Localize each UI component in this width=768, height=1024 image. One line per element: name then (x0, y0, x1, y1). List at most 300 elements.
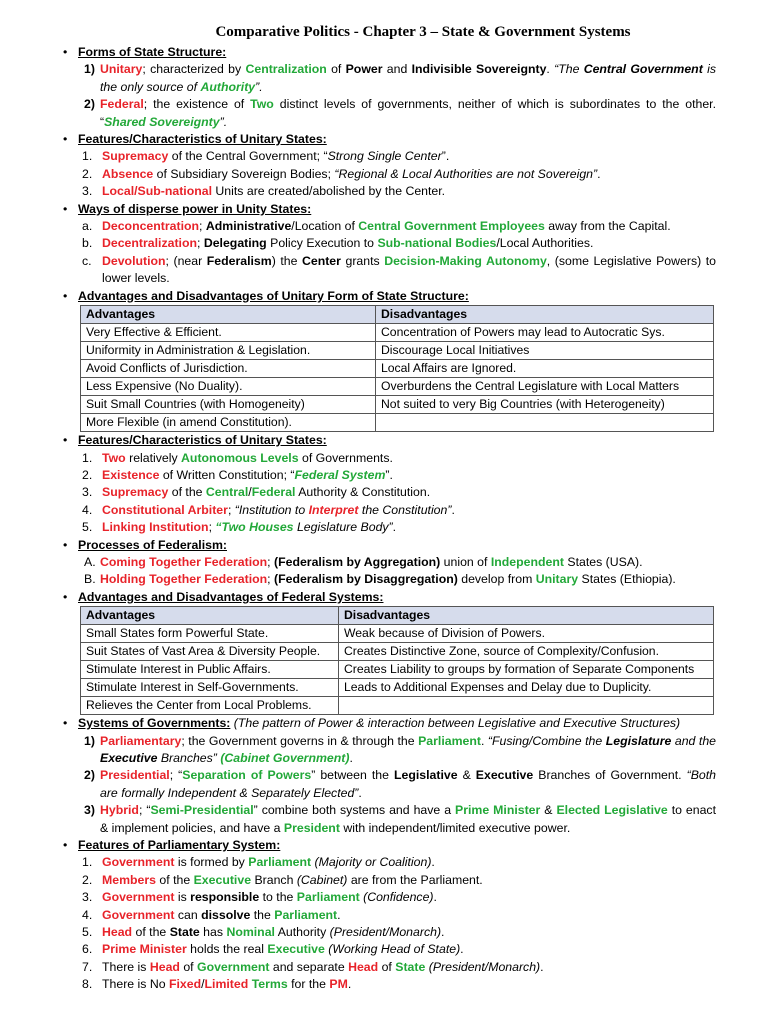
text-run: There is No (102, 977, 169, 992)
text-run: Head (348, 959, 379, 974)
section-federal-advantages (60, 589, 716, 606)
item-number: B. (84, 572, 96, 587)
list-item (60, 467, 716, 484)
federal-advantages-table (80, 606, 714, 715)
text-run: ”. (385, 467, 393, 482)
text-run: relatively (125, 450, 182, 465)
text-run: ; (267, 554, 274, 569)
text-run: Parliament (296, 890, 360, 905)
text-run: has (199, 925, 227, 940)
bullet-icon: • (63, 288, 68, 303)
text-run: Government (102, 890, 175, 905)
list-item (60, 554, 716, 571)
text-run: union of (440, 554, 491, 569)
section-subtitle: (The pattern of Power & interaction between Legislative and Executive Structures) (230, 716, 681, 731)
table-header-cell: Disadvantages (376, 306, 714, 324)
text-run: responsible (190, 890, 260, 905)
item-list (60, 450, 716, 537)
text-run: & (540, 803, 557, 818)
item-list (60, 554, 716, 589)
unitary-advantages-table (80, 305, 714, 432)
table-row (81, 625, 714, 643)
item-number: 2. (82, 166, 93, 181)
table-row (81, 697, 714, 715)
text-run: (Majority or Coalition) (311, 855, 432, 870)
text-run: Interpret (308, 502, 359, 517)
text-run: Government (197, 959, 270, 974)
list-item (60, 802, 716, 837)
text-run: . (337, 907, 341, 922)
item-list (60, 854, 716, 993)
text-run: (Confidence) (359, 890, 434, 905)
text-run: Existence (102, 467, 160, 482)
text-run: Federalism (206, 253, 272, 268)
text-run: Separation of Powers (182, 768, 312, 783)
item-number: a. (82, 219, 93, 234)
item-number: 8. (82, 977, 93, 992)
text-run: Federal (251, 485, 296, 500)
text-run: of (179, 959, 198, 974)
list-item (60, 889, 716, 906)
text-run: , (some Legislative Powers) to lower levels. (102, 253, 716, 286)
section-disperse-power (60, 201, 716, 218)
text-run: & (457, 768, 476, 783)
text-run: Strong Single Center (327, 149, 442, 164)
section-heading: Systems of Governments: (78, 716, 231, 731)
table-cell: Leads to Additional Expenses and Delay due to Duplicity. (339, 679, 714, 697)
text-run: ) the (271, 253, 302, 268)
section-unitary-features (60, 131, 716, 148)
text-run: Central Government (583, 62, 703, 77)
text-run: Supremacy (102, 485, 169, 500)
item-list (60, 61, 716, 131)
section-heading: Ways of disperse power in Unity States: (78, 201, 312, 216)
table-cell: Suit States of Vast Area & Diversity People. (81, 643, 339, 661)
text-run: of (378, 959, 396, 974)
text-run: ; (267, 572, 274, 587)
text-run: Unitary (535, 572, 579, 587)
item-number: 3. (82, 890, 93, 905)
text-run: Semi-Presidential (150, 803, 254, 818)
text-run: the Constitution” (358, 502, 452, 517)
text-run: Local/Sub-national (102, 184, 212, 199)
text-run: grants (340, 253, 385, 268)
page-title: Comparative Politics - Chapter 3 – State & Government Systems (215, 24, 631, 40)
text-run: Executive (267, 942, 325, 957)
item-number: 4. (82, 907, 93, 922)
list-item (60, 96, 716, 131)
item-number: 2. (82, 467, 93, 482)
text-run: Administrative (205, 219, 292, 234)
text-run: “The (554, 62, 584, 77)
text-run: Authority (274, 925, 330, 940)
item-number: 3) (84, 803, 95, 818)
text-run: Limited (204, 977, 249, 992)
text-run: “Institution to (234, 502, 309, 517)
text-run: . (480, 733, 488, 748)
text-run: Supremacy (102, 149, 169, 164)
text-run: ; (196, 236, 204, 251)
text-run: Two (250, 97, 274, 112)
text-run: . (460, 942, 464, 957)
bullet-icon: • (63, 716, 68, 731)
section-heading: Processes of Federalism: (78, 537, 227, 552)
list-item (60, 733, 716, 768)
item-list (60, 733, 716, 837)
text-run: can (174, 907, 202, 922)
text-run: distinct levels of governments, neither of which is subordinates to the other. “ (100, 97, 716, 129)
section-processes-federalism (60, 537, 716, 554)
text-run: (Federalism by Disaggregation) (274, 572, 458, 587)
text-run: Nominal (226, 925, 275, 940)
text-run: . (431, 855, 435, 870)
text-run: States (USA). (563, 554, 643, 569)
item-number: 7. (82, 959, 93, 974)
text-run: Members (102, 872, 156, 887)
item-number: 4. (82, 502, 93, 517)
text-run: ” combine both systems and have a (253, 803, 456, 818)
table-cell (339, 697, 714, 715)
text-run: /Local Authorities. (496, 236, 594, 251)
text-run: Authority & Constitution. (295, 485, 431, 500)
item-number: 1. (82, 149, 93, 164)
item-number: 2. (82, 872, 93, 887)
text-run: “Regional & Local Authorities are not Sovereign” (334, 166, 598, 181)
table-header-row (81, 607, 714, 625)
table-cell: Stimulate Interest in Self-Governments. (81, 679, 339, 697)
table-row (81, 414, 714, 432)
list-item (60, 941, 716, 958)
text-run: ” between the (311, 768, 394, 783)
text-run: Prime Minister (102, 942, 187, 957)
table-cell: Relieves the Center from Local Problems. (81, 697, 339, 715)
list-item (60, 872, 716, 889)
text-run: ; the Government governs in & through the (181, 733, 419, 748)
table-row (81, 679, 714, 697)
text-run: and the (671, 733, 716, 748)
table-header-cell: Advantages (81, 607, 339, 625)
text-run: the (250, 907, 275, 922)
text-run: (President/Monarch) (425, 959, 541, 974)
text-run: is the only source of (100, 62, 716, 94)
text-run: and (382, 62, 412, 77)
text-run: ; (near (165, 253, 207, 268)
table-cell: More Flexible (in amend Constitution). (81, 414, 376, 432)
table-header-row (81, 306, 714, 324)
text-run: Centralization (245, 62, 327, 77)
text-run: of the Central Government; “ (168, 149, 328, 164)
text-run: . (546, 62, 555, 77)
text-run: ; “ (138, 803, 151, 818)
text-run: ; characterized by (142, 62, 246, 77)
text-run: Parliament (248, 855, 312, 870)
text-run: for the (287, 977, 330, 992)
text-run: Independent (490, 554, 564, 569)
table-row (81, 324, 714, 342)
text-run: President (283, 820, 340, 835)
text-run: Linking Institution (102, 520, 209, 535)
list-item (60, 519, 716, 536)
bullet-icon: • (63, 537, 68, 552)
text-run: (Cabinet Government) (220, 750, 350, 765)
bullet-icon: • (63, 589, 68, 604)
text-run: Center (301, 253, 341, 268)
list-item (60, 235, 716, 252)
text-run: Federal (100, 97, 144, 112)
table-cell: Small States form Powerful State. (81, 625, 339, 643)
text-run: with independent/limited executive power. (339, 820, 571, 835)
table-cell (376, 414, 714, 432)
table-row (81, 360, 714, 378)
item-number: 2) (84, 97, 95, 112)
text-run: / (248, 485, 252, 500)
item-number: 3. (82, 485, 93, 500)
text-run: (Federalism by Aggregation) (274, 554, 441, 569)
list-item (60, 484, 716, 501)
table-cell: Not suited to very Big Countries (with Heterogeneity) (376, 396, 714, 414)
list-item (60, 253, 716, 288)
bullet-icon: • (63, 132, 68, 147)
text-run: Branches” (157, 750, 221, 765)
list-item (60, 959, 716, 976)
item-number: A. (84, 554, 96, 569)
item-number: 1. (82, 450, 93, 465)
text-run: to enact & implement policies, and have a (100, 803, 716, 835)
item-number: c. (82, 253, 92, 268)
list-item (60, 854, 716, 871)
text-run: Autonomous Levels (181, 450, 299, 465)
text-run: dissolve (201, 907, 251, 922)
list-item (60, 183, 716, 200)
list-item (60, 450, 716, 467)
section-heading: Advantages and Disadvantages of Federal Systems: (78, 589, 384, 604)
text-run: Fixed (168, 977, 202, 992)
text-run: Executive (193, 872, 252, 887)
list-item (60, 218, 716, 235)
text-run: PM (329, 977, 348, 992)
text-run: ; (199, 219, 206, 234)
table-cell: Creates Liability to groups by formation of Separate Components (339, 661, 714, 679)
text-run: and separate (269, 959, 349, 974)
text-run: Government (102, 907, 175, 922)
item-number: b. (82, 236, 93, 251)
text-run: State (395, 959, 426, 974)
section-systems-of-government (60, 715, 716, 732)
item-number: 1. (82, 855, 93, 870)
text-run: is (174, 890, 191, 905)
text-run: Coming Together Federation (100, 554, 268, 569)
text-run: (Cabinet) (296, 872, 348, 887)
text-run: Terms (251, 977, 288, 992)
list-item (60, 502, 716, 519)
table-row (81, 643, 714, 661)
table-row (81, 378, 714, 396)
text-run: Hybrid (100, 803, 139, 818)
text-run: Executive (100, 750, 158, 765)
table-header-cell: Disadvantages (339, 607, 714, 625)
text-run: . (358, 785, 362, 800)
section-heading: Advantages and Disadvantages of Unitary Form of State Structure: (78, 288, 469, 303)
text-run: Presidential (100, 768, 170, 783)
text-run: . (392, 520, 397, 535)
item-number: 5. (82, 925, 93, 940)
table-cell: Creates Distinctive Zone, source of Complexity/Confusion. (339, 643, 714, 661)
text-run: Executive (475, 768, 534, 783)
text-run: Parliamentary (100, 733, 182, 748)
table-cell: Concentration of Powers may lead to Autocratic Sys. (376, 324, 714, 342)
text-run: Devolution (102, 253, 166, 268)
table-cell: Very Effective & Efficient. (81, 324, 376, 342)
text-run: Legislative (393, 768, 458, 783)
table-row (81, 342, 714, 360)
text-run: Parliament (418, 733, 481, 748)
text-run: Decision-Making Autonomy (384, 253, 547, 268)
text-run: Deconcentration (102, 219, 200, 234)
text-run: Power (345, 62, 383, 77)
text-run: (Working Head of State) (324, 942, 461, 957)
text-run: ”. (255, 79, 263, 94)
item-number: 5. (82, 520, 93, 535)
table-cell: Discourage Local Initiatives (376, 342, 714, 360)
text-run: . (433, 890, 437, 905)
text-run: of the (132, 925, 170, 940)
text-run: Holding Together Federation (100, 572, 268, 587)
text-run: States (Ethiopia). (578, 572, 676, 587)
text-run: Parliament (274, 907, 338, 922)
section-heading: Features/Characteristics of Unitary States: (78, 132, 327, 147)
text-run: There is (102, 959, 150, 974)
text-run: Legislature Body” (293, 520, 393, 535)
text-run: of the (156, 872, 194, 887)
text-run: Policy Execution to (266, 236, 378, 251)
text-run: Units are created/abolished by the Center. (212, 184, 446, 199)
table-cell: Overburdens the Central Legislature with Local Matters (376, 378, 714, 396)
bullet-icon: • (63, 433, 68, 448)
table-cell: Local Affairs are Ignored. (376, 360, 714, 378)
bullet-icon: • (63, 201, 68, 216)
text-run: Central (205, 485, 249, 500)
item-number: 1) (84, 62, 95, 77)
text-run: Branch (251, 872, 297, 887)
table-cell: Avoid Conflicts of Jurisdiction. (81, 360, 376, 378)
item-number: 6. (82, 942, 93, 957)
text-run: Absence (102, 166, 154, 181)
bullet-icon: • (63, 45, 68, 59)
text-run: holds the real (186, 942, 268, 957)
text-run: / (201, 977, 205, 992)
section-forms-of-state (60, 44, 716, 61)
list-item (60, 907, 716, 924)
bullet-icon: • (63, 838, 68, 852)
text-run: to the (259, 890, 297, 905)
table-row (81, 396, 714, 414)
table-cell: Uniformity in Administration & Legislation. (81, 342, 376, 360)
text-run: away from the Capital. (544, 219, 671, 234)
list-item (60, 148, 716, 165)
text-run: of the (168, 485, 206, 500)
text-run: Indivisible Sovereignty (411, 62, 547, 77)
item-number: 3. (82, 184, 93, 199)
text-run: Shared Sovereignty (104, 114, 220, 129)
text-run: /Location of (291, 219, 359, 234)
text-run: Delegating (203, 236, 267, 251)
list-item (60, 976, 716, 993)
text-run: Head (149, 959, 180, 974)
text-run: Elected Legislative (556, 803, 668, 818)
text-run: ”. (441, 149, 450, 164)
text-run: Central Government Employees (358, 219, 545, 234)
table-row (81, 661, 714, 679)
text-run: Unitary (100, 62, 143, 77)
list-item (60, 571, 716, 588)
list-item (60, 767, 716, 802)
section-unitary-advantages (60, 288, 716, 305)
text-run: Head (102, 925, 133, 940)
text-run: “Both are formally Independent & Separately Elected” (100, 768, 717, 800)
section-heading: Features/Characteristics of Unitary States: (78, 433, 327, 448)
text-run: “Two Houses (215, 520, 294, 535)
text-run: Decentralization (102, 236, 197, 251)
text-run: “Fusing/Combine the (487, 733, 606, 748)
text-run: Government (102, 855, 175, 870)
text-run: ”. (219, 114, 228, 129)
table-cell: Suit Small Countries (with Homogeneity) (81, 396, 376, 414)
table-cell: Less Expensive (No Duality). (81, 378, 376, 396)
text-run: . (540, 959, 544, 974)
text-run: Legislature (605, 733, 672, 748)
section-heading: Forms of State Structure: (78, 45, 227, 59)
item-number: 1) (84, 733, 95, 748)
text-run: Constitutional Arbiter (102, 502, 228, 517)
text-run: Branches of Government. (533, 768, 687, 783)
text-run: is formed by (174, 855, 249, 870)
list-item (60, 61, 716, 96)
text-run: Prime Minister (455, 803, 541, 818)
text-run: of Governments. (298, 450, 393, 465)
section-parliamentary-features (60, 837, 716, 854)
text-run: Two (102, 450, 126, 465)
text-run: Federal System (294, 467, 386, 482)
text-run: ; the existence of (143, 97, 251, 112)
text-run: . (441, 925, 445, 940)
text-run: develop from (457, 572, 536, 587)
text-run: . (597, 166, 601, 181)
text-run: Authority (200, 79, 256, 94)
text-run: ; (227, 502, 235, 517)
item-list (60, 218, 716, 288)
text-run: ; “ (169, 768, 183, 783)
text-run: State (169, 925, 200, 940)
text-run: ; (208, 520, 216, 535)
text-run: . (347, 977, 352, 992)
list-item (60, 924, 716, 941)
text-run: Sub-national Bodies (377, 236, 497, 251)
section-federal-features (60, 432, 716, 449)
text-run: of (326, 62, 346, 77)
table-header-cell: Advantages (81, 306, 376, 324)
text-run: . (349, 750, 353, 765)
list-item (60, 166, 716, 183)
table-cell: Stimulate Interest in Public Affairs. (81, 661, 339, 679)
text-run: . (451, 502, 455, 517)
table-cell: Weak because of Division of Powers. (339, 625, 714, 643)
text-run: are from the Parliament. (347, 872, 483, 887)
text-run: (President/Monarch) (329, 925, 442, 940)
text-run: of Written Constitution; “ (159, 467, 295, 482)
text-run: of Subsidiary Sovereign Bodies; (153, 166, 335, 181)
item-number: 2) (84, 768, 95, 783)
section-heading: Features of Parliamentary System: (78, 838, 281, 852)
